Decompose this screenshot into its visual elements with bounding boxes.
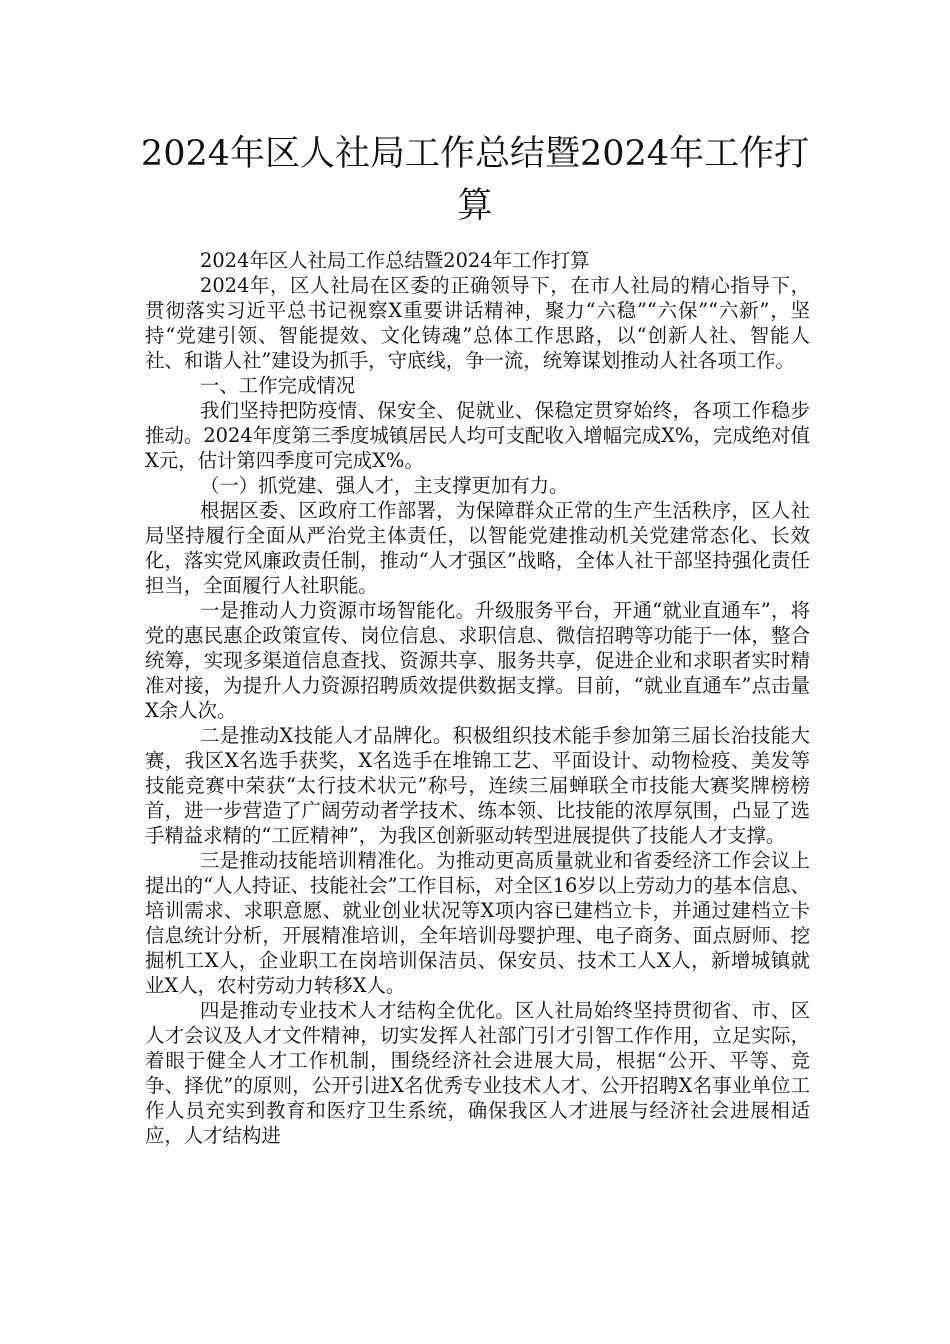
document-body bbox=[145, 248, 810, 1148]
skill-training-paragraph: 三是推动技能培训精准化。为推动更高质量就业和省委经济工作会议上提出的“人人持证、技能社会”工作目标，对全区16岁以上劳动力的基本信息、培训需求、求职意愿、就业创业状况等X项内容已建档立卡，并通过建档立卡信息统计分析，开展精准培训，全年培训母婴护理、电子商务、面点厨师、挖掘机工X人，企业职工在岗培训保洁员、保安员、技术工人X人，新增城镇就业X人，农村劳动力转移X人。 bbox=[145, 849, 810, 997]
subtitle-line: 2024年区人社局工作总结暨2024年工作打算 bbox=[200, 249, 590, 272]
professional-talent-paragraph: 四是推动专业技术人才结构全优化。区人社局始终坚持贯彻省、市、区人才会议及人才文件精神，切实发挥人社部门引才引智工作作用，立足实际，着眼于健全人才工作机制，围绕经济社会进展大局，根据“公开、平等、竞争、择优”的原则，公开引进X名优秀专业技术人才、公开招聘X名事业单位工作人员充实到教育和医疗卫生系统，确保我区人才进展与经济社会进展相适应，人才结构进 bbox=[145, 999, 810, 1147]
document-title: 2024年区人社局工作总结暨2024年工作打算 bbox=[140, 134, 810, 226]
skilled-talent-paragraph: 二是推动X技能人才品牌化。积极组织技术能手参加第三届长治技能大赛，我区X名选手获奖，X名选手在堆锦工艺、平面设计、动物检疫、美发等技能竞赛中荣获“太行技术状元”称号，连续三届蝉联全市技能大赛奖牌榜榜首，进一步营造了广阔劳动者学技术、练本领、比技能的浓厚氛围，凸显了选手精益求精的“工匠精神”，为我区创新驱动转型进展提供了技能人才支撑。 bbox=[145, 724, 810, 847]
subsection-heading-party-talent: （一）抓党建、强人才，主支撑更加有力。 bbox=[200, 474, 569, 497]
party-building-paragraph: 根据区委、区政府工作部署，为保障群众正常的生产生活秩序，区人社局坚持履行全面从严治党主体责任，以智能党建推动机关党建常态化、长效化，落实党风廉政责任制，推动“人才强区”战略，全体人社干部坚持强化责任担当，全面履行人社职能。 bbox=[145, 499, 810, 597]
section-heading-work-completion: 一、工作完成情况 bbox=[200, 374, 356, 397]
hr-market-paragraph: 一是推动人力资源市场智能化。升级服务平台，开通“就业直通车”，将党的惠民惠企政策宣传、岗位信息、求职信息、微信招聘等功能于一体，整合统筹，实现多渠道信息查找、资源共享、服务共享，促进企业和求职者实时精准对接，为提升人力资源招聘质效提供数据支撑。目前，“就业直通车”点击量X余人次。 bbox=[145, 599, 810, 722]
intro-paragraph: 2024年，区人社局在区委的正确领导下，在市人社局的精心指导下，贯彻落实习近平总书记视察X重要讲话精神，聚力“六稳”“六保”“六新”，坚持“党建引领、智能提效、文化铸魂”总体工作思路，以“创新人社、智能人社、和谐人社”建设为抓手，守底线，争一流，统筹谋划推动人社各项工作。 bbox=[145, 274, 810, 372]
work-overview-paragraph: 我们坚持把防疫情、保安全、促就业、保稳定贯穿始终，各项工作稳步推动。2024年度第三季度城镇居民人均可支配收入增幅完成X%，完成绝对值X元，估计第四季度可完成X%。 bbox=[145, 399, 810, 472]
